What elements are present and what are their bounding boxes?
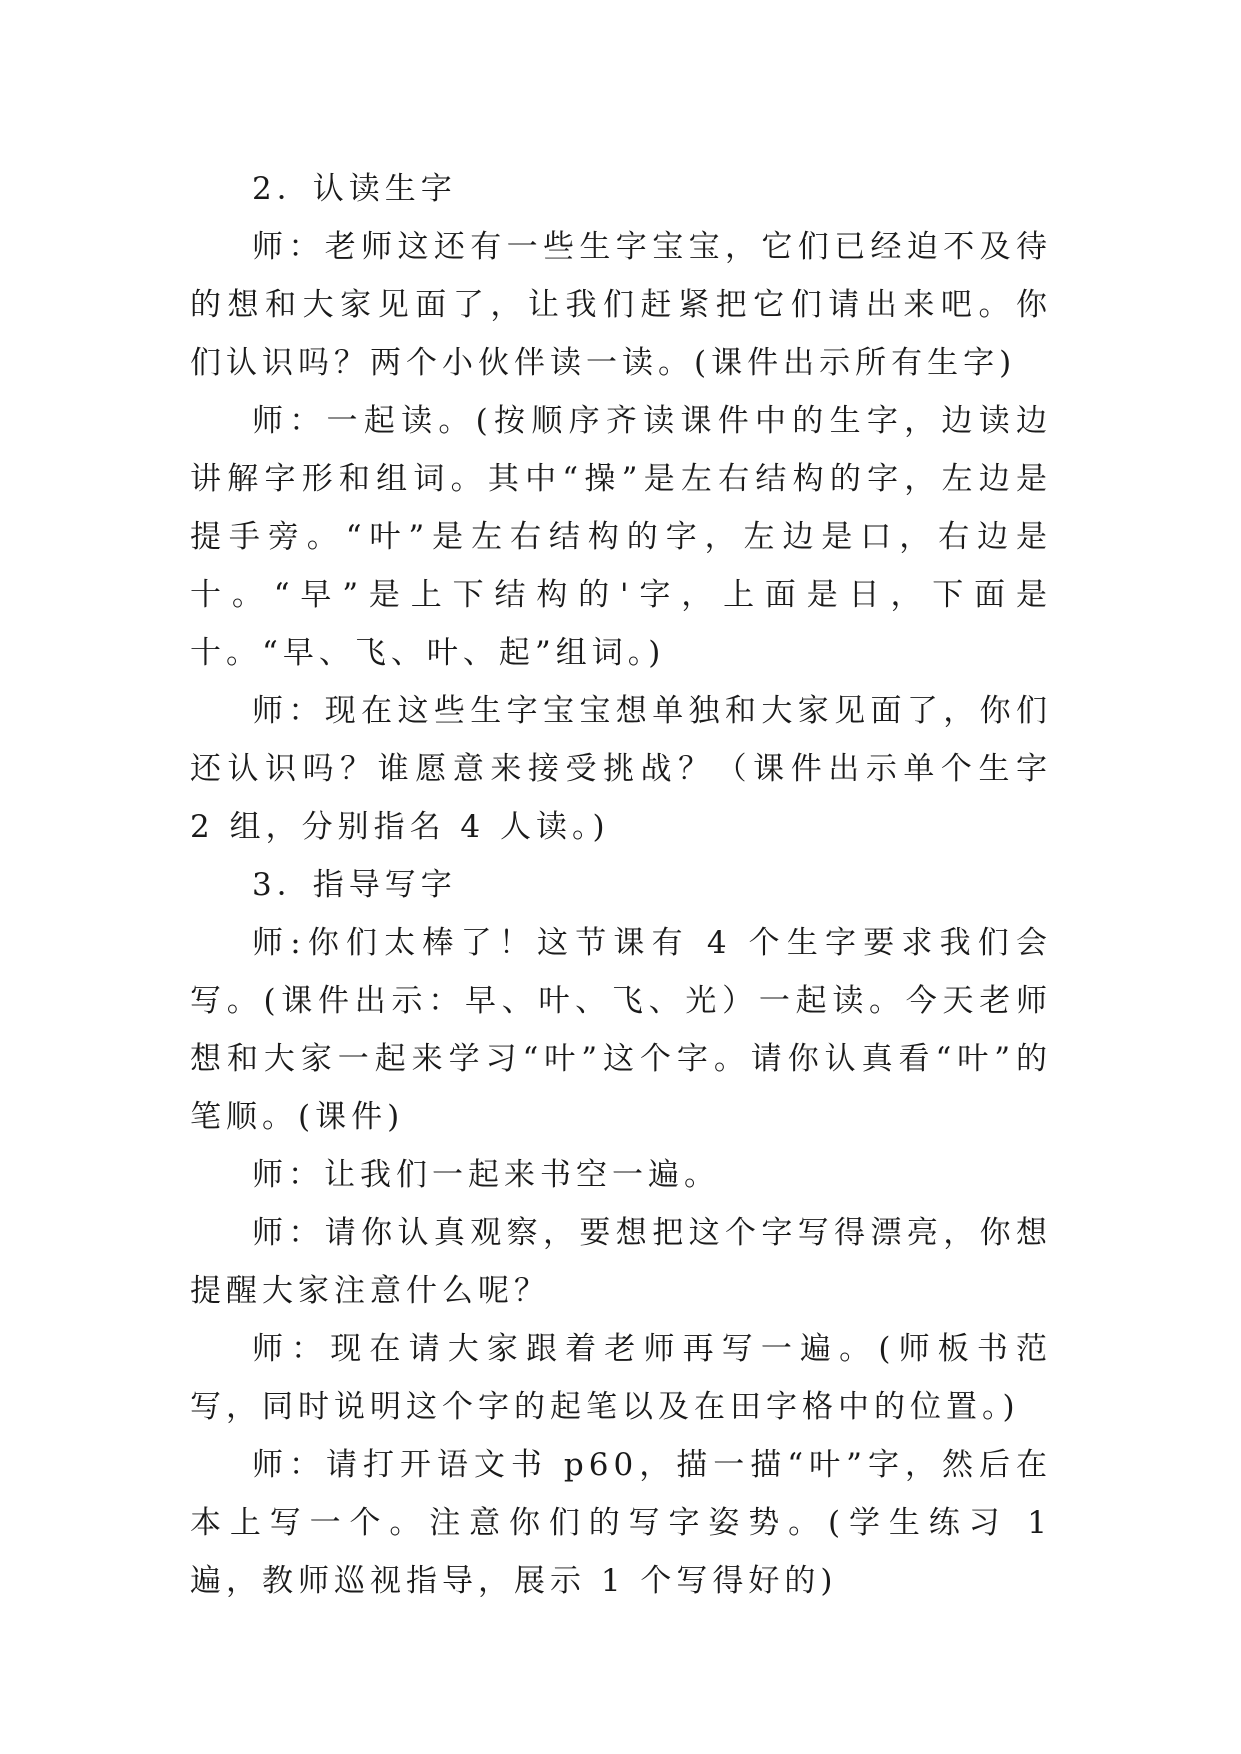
paragraph: 师：让我们一起来书空一遍。 <box>252 1157 720 1193</box>
paragraph: 师：一起读。(按顺序齐读课件中的生字，边读边讲解字形和组词。其中“操”是左右结构的字，左边是提手旁。“叶”是左右结构的字，左边是口，右边是十。“早”是上下结构的'字，上面是日，下面是十。“早、飞、叶、起”组词。) <box>190 403 1052 671</box>
paragraph: 师：请你认真观察，要想把这个字写得漂亮，你想提醒大家注意什么呢？ <box>190 1215 1052 1309</box>
paragraph: 师:你们太棒了！这节课有 4 个生字要求我们会写。(课件出示：早、叶、飞、光）一起读。今天老师想和大家一起来学习“叶”这个字。请你认真看“叶”的笔顺。(课件) <box>190 925 1052 1135</box>
paragraph: 师：现在请大家跟着老师再写一遍。(师板书范写，同时说明这个字的起笔以及在田字格中的位置。) <box>190 1331 1052 1425</box>
section-heading-recognize-characters: 2．认读生字 <box>252 171 457 207</box>
document-body <box>190 160 1052 1610</box>
section-heading-writing-guidance: 3．指导写字 <box>252 867 457 903</box>
paragraph: 师：请打开语文书 p60，描一描“叶”字，然后在本上写一个。注意你们的写字姿势。(学生练习 1 遍，教师巡视指导，展示 1 个写得好的) <box>190 1447 1052 1599</box>
paragraph: 师：现在这些生字宝宝想单独和大家见面了，你们还认识吗？谁愿意来接受挑战？（课件出示单个生字 2 组，分别指名 4 人读。) <box>190 693 1052 845</box>
paragraph: 师：老师这还有一些生字宝宝，它们已经迫不及待的想和大家见面了，让我们赶紧把它们请出来吧。你们认识吗？两个小伙伴读一读。(课件出示所有生字) <box>190 229 1052 381</box>
